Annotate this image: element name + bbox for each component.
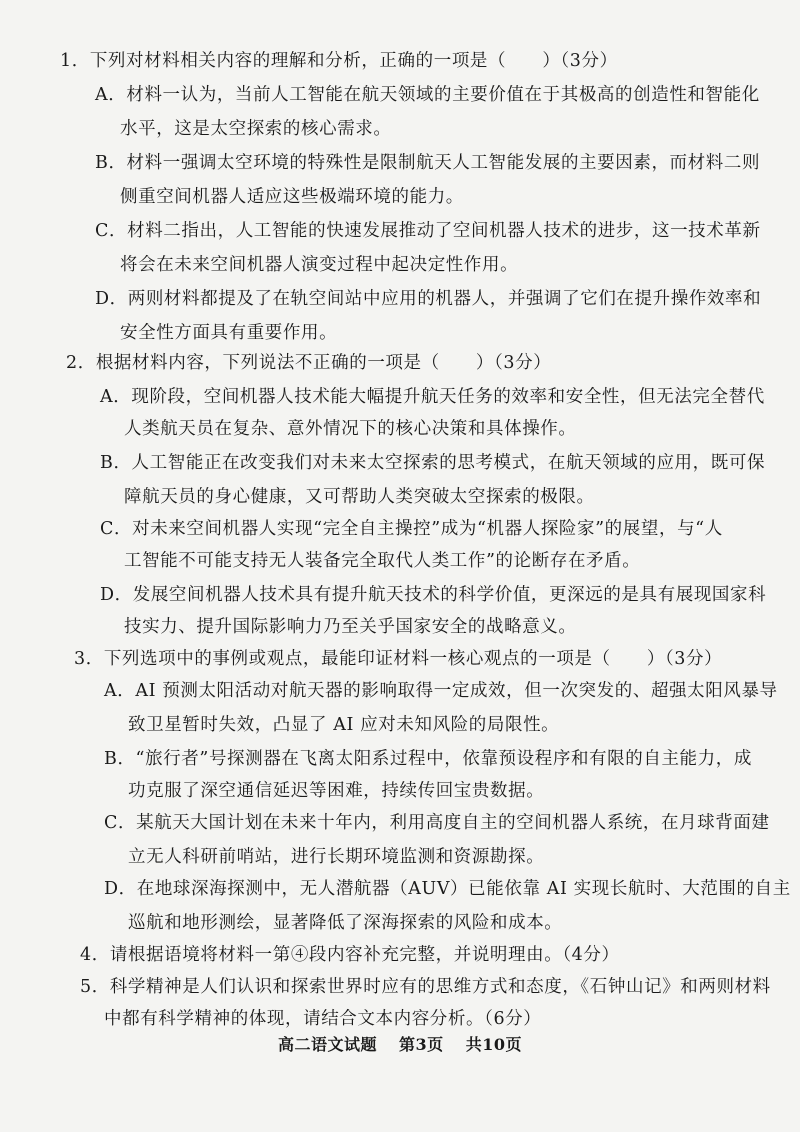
footer-page-number: 第3页 bbox=[399, 1035, 444, 1054]
question-1-option-b-line-2: 侧重空间机器人适应这些极端环境的能力。 bbox=[120, 187, 464, 207]
question-3-option-a-line-1: A．AI 预测太阳活动对航天器的影响取得一定成效，但一次突发的、超强太阳风暴导 bbox=[104, 681, 778, 701]
question-2-option-c-line-2: 工智能不可能支持无人装备完全取代人类工作”的论断存在矛盾。 bbox=[124, 551, 641, 571]
question-5-stem-continued: 中都有科学精神的体现，请结合文本内容分析。（6分） bbox=[104, 1009, 542, 1029]
question-1-option-a-line-1: A．材料一认为，当前人工智能在航天领域的主要价值在于其极高的创造性和智能化 bbox=[95, 85, 760, 105]
question-2-option-a-line-1: A．现阶段，空间机器人技术能大幅提升航天任务的效率和安全性，但无法完全替代 bbox=[100, 387, 765, 407]
question-3-option-b-line-1: B．“旅行者”号探测器在飞离太阳系过程中，依靠预设程序和有限的自主能力，成 bbox=[104, 749, 752, 769]
question-1-option-a-line-2: 水平，这是太空探索的核心需求。 bbox=[120, 119, 392, 139]
question-3-option-b-line-2: 功克服了深空通信延迟等困难，持续传回宝贵数据。 bbox=[128, 781, 545, 801]
question-3-stem: 3．下列选项中的事例或观点，最能印证材料一核心观点的一项是（ ）（3分） bbox=[74, 649, 723, 669]
question-1-stem: 1．下列对材料相关内容的理解和分析，正确的一项是（ ）（3分） bbox=[60, 51, 618, 71]
question-1-option-c-line-2: 将会在未来空间机器人演变过程中起决定性作用。 bbox=[120, 255, 519, 275]
question-2-option-b-line-1: B．人工智能正在改变我们对未来太空探索的思考模式，在航天领域的应用，既可保 bbox=[100, 453, 766, 473]
question-1-option-d-line-1: D．两则材料都提及了在轨空间站中应用的机器人，并强调了它们在提升操作效率和 bbox=[95, 289, 762, 309]
question-2-option-d-line-2: 技实力、提升国际影响力乃至关乎国家安全的战略意义。 bbox=[124, 617, 577, 637]
question-3-option-c-line-1: C．某航天大国计划在未来十年内，利用高度自主的空间机器人系统，在月球背面建 bbox=[104, 813, 770, 833]
question-5-stem: 5．科学精神是人们认识和探索世界时应有的思维方式和态度，《石钟山记》和两则材料 bbox=[80, 977, 771, 997]
question-4-stem: 4．请根据语境将材料一第④段内容补充完整，并说明理由。（4分） bbox=[80, 945, 620, 965]
question-3-option-d-line-1: D．在地球深海探测中，无人潜航器（AUV）已能依靠 AI 实现长航时、大范围的自主 bbox=[104, 879, 791, 899]
question-1-option-c-line-1: C．材料二指出，人工智能的快速发展推动了空间机器人技术的进步，这一技术革新 bbox=[95, 221, 761, 241]
question-2-option-a-line-2: 人类航天员在复杂、意外情况下的核心决策和具体操作。 bbox=[124, 419, 577, 439]
question-2-option-d-line-1: D．发展空间机器人技术具有提升航天技术的科学价值，更深远的是具有展现国家科 bbox=[100, 585, 767, 605]
question-3-option-a-line-2: 致卫星暂时失效，凸显了 AI 应对未知风险的局限性。 bbox=[128, 715, 560, 735]
question-2-option-c-line-1: C．对未来空间机器人实现“完全自主操控”成为“机器人探险家”的展望，与“人 bbox=[100, 519, 723, 539]
page-footer bbox=[0, 1032, 800, 1055]
question-2-option-b-line-2: 障航天员的身心健康，又可帮助人类突破太空探索的极限。 bbox=[124, 487, 595, 507]
question-3-option-d-line-2: 巡航和地形测绘，显著降低了深海探索的风险和成本。 bbox=[128, 913, 563, 933]
question-1-option-d-line-2: 安全性方面具有重要作用。 bbox=[120, 323, 338, 343]
question-1-option-b-line-1: B．材料一强调太空环境的特殊性是限制航天人工智能发展的主要因素，而材料二则 bbox=[95, 153, 761, 173]
question-3-option-c-line-2: 立无人科研前哨站，进行长期环境监测和资源勘探。 bbox=[128, 847, 545, 867]
footer-subject: 高二语文试题 bbox=[277, 1035, 377, 1054]
footer-total-pages: 共10页 bbox=[465, 1035, 523, 1054]
question-2-stem: 2．根据材料内容，下列说法不正确的一项是（ ）（3分） bbox=[66, 353, 552, 373]
